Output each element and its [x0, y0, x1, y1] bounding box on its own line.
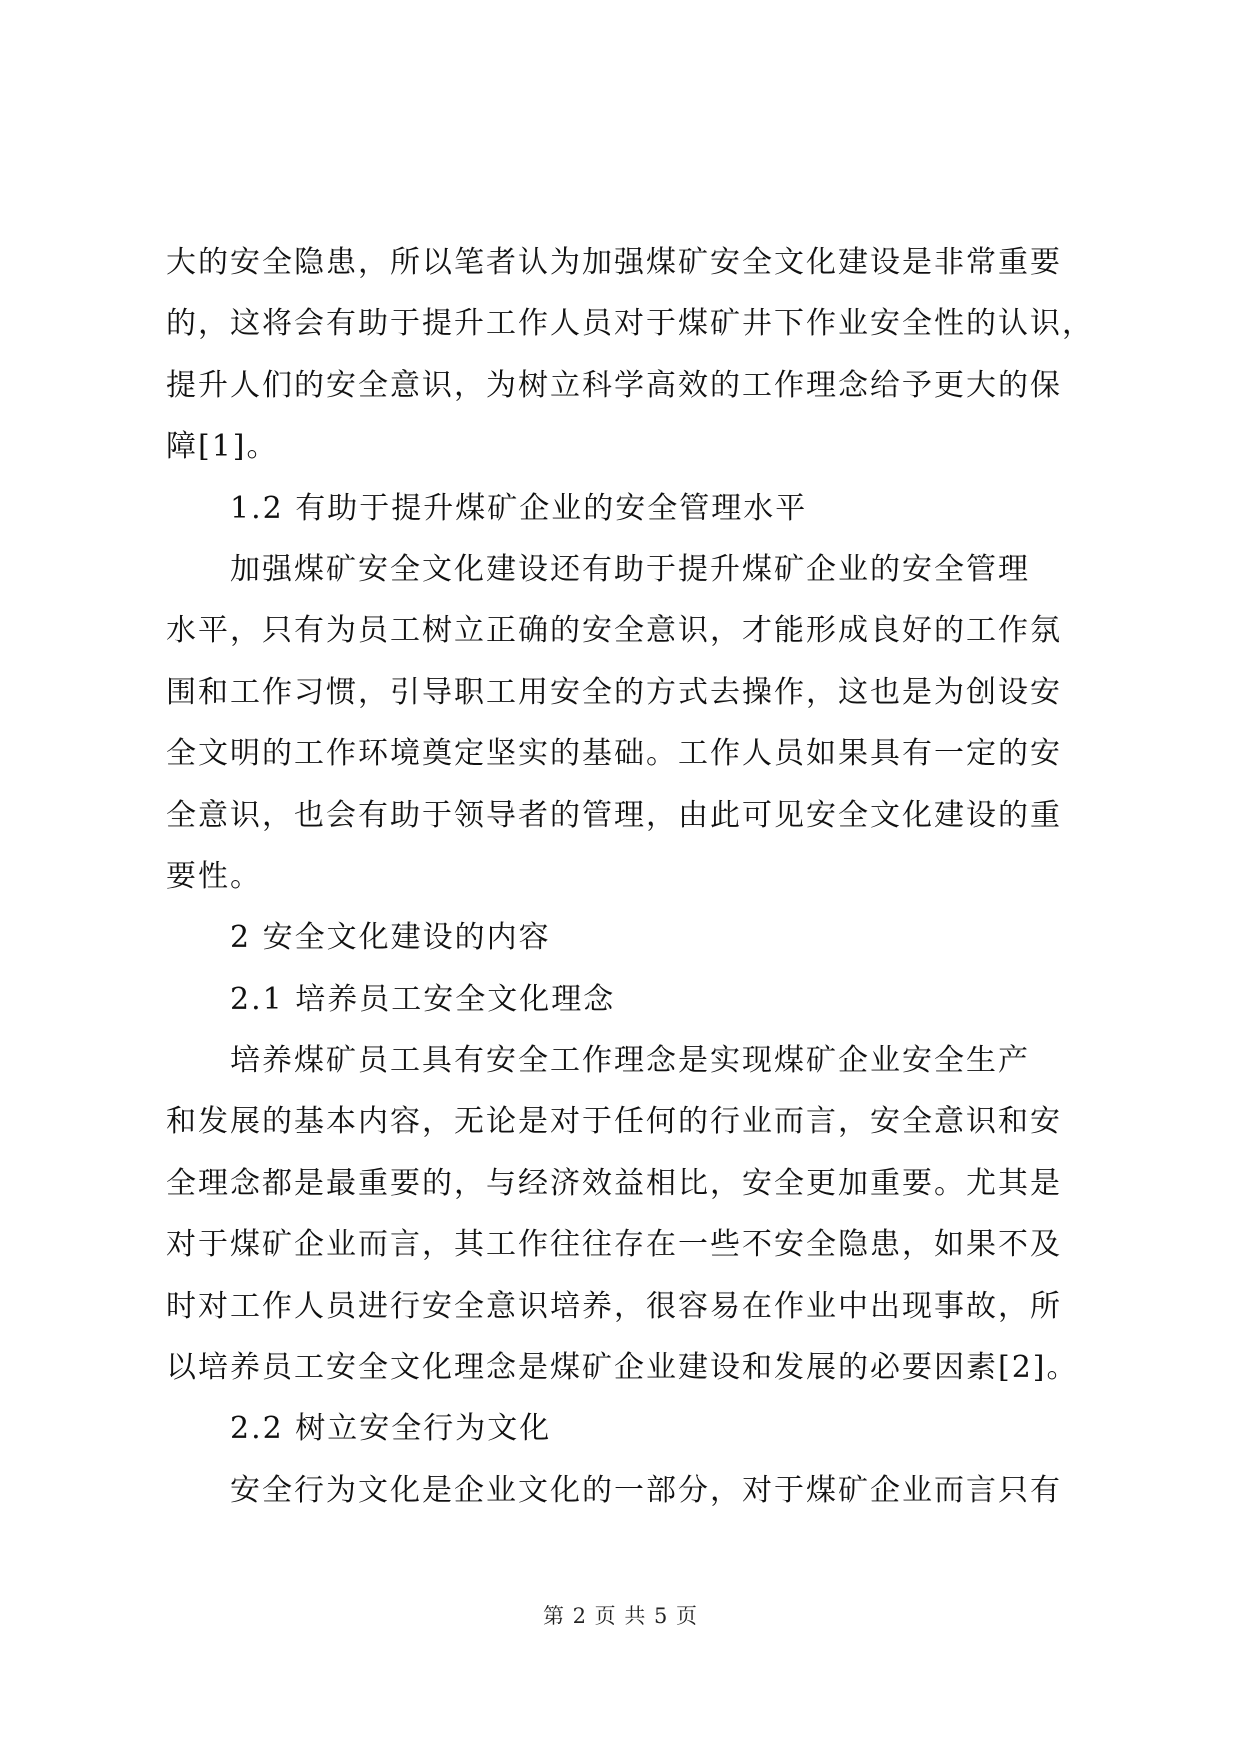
body-text-line: 加强煤矿安全文化建设还有助于提升煤矿企业的安全管理: [230, 551, 1030, 587]
body-text-line: 围和工作习惯，引导职工用安全的方式去操作，这也是为创设安: [166, 674, 1062, 710]
document-body: [166, 232, 1096, 1521]
body-text-line: 障[1]。: [166, 429, 279, 465]
body-text-line: 以培养员工安全文化理念是煤矿企业建设和发展的必要因素[2]。: [166, 1350, 1079, 1386]
body-text-line: 全意识，也会有助于领导者的管理，由此可见安全文化建设的重: [166, 797, 1062, 833]
body-text-line: 水平，只有为员工树立正确的安全意识，才能形成良好的工作氛: [166, 613, 1062, 649]
section-heading-1-2: 1.2 有助于提升煤矿企业的安全管理水平: [230, 490, 808, 526]
body-text-line: 安全行为文化是企业文化的一部分，对于煤矿企业而言只有: [230, 1472, 1062, 1508]
section-heading-2-2: 2.2 树立安全行为文化: [230, 1411, 552, 1447]
section-heading-2: 2 安全文化建设的内容: [230, 920, 551, 956]
body-text-line: 全理念都是最重要的，与经济效益相比，安全更加重要。尤其是: [166, 1165, 1062, 1201]
body-text-line: 时对工作人员进行安全意识培养，很容易在作业中出现事故，所: [166, 1288, 1062, 1324]
page-number-footer: 第 2 页 共 5 页: [542, 1604, 699, 1628]
body-text-line: 的，这将会有助于提升工作人员对于煤矿井下作业安全性的认识，: [166, 306, 1094, 342]
body-text-line: 对于煤矿企业而言，其工作往往存在一些不安全隐患，如果不及: [166, 1227, 1062, 1263]
body-text-line: 和发展的基本内容，无论是对于任何的行业而言，安全意识和安: [166, 1104, 1062, 1140]
section-heading-2-1: 2.1 培养员工安全文化理念: [230, 981, 616, 1017]
body-text-line: 要性。: [166, 858, 262, 894]
body-text-line: 大的安全隐患，所以笔者认为加强煤矿安全文化建设是非常重要: [166, 245, 1062, 280]
body-text-line: 培养煤矿员工具有安全工作理念是实现煤矿企业安全生产: [230, 1043, 1030, 1079]
body-text-line: 全文明的工作环境奠定坚实的基础。工作人员如果具有一定的安: [166, 736, 1062, 772]
body-text-line: 提升人们的安全意识，为树立科学高效的工作理念给予更大的保: [166, 367, 1062, 403]
